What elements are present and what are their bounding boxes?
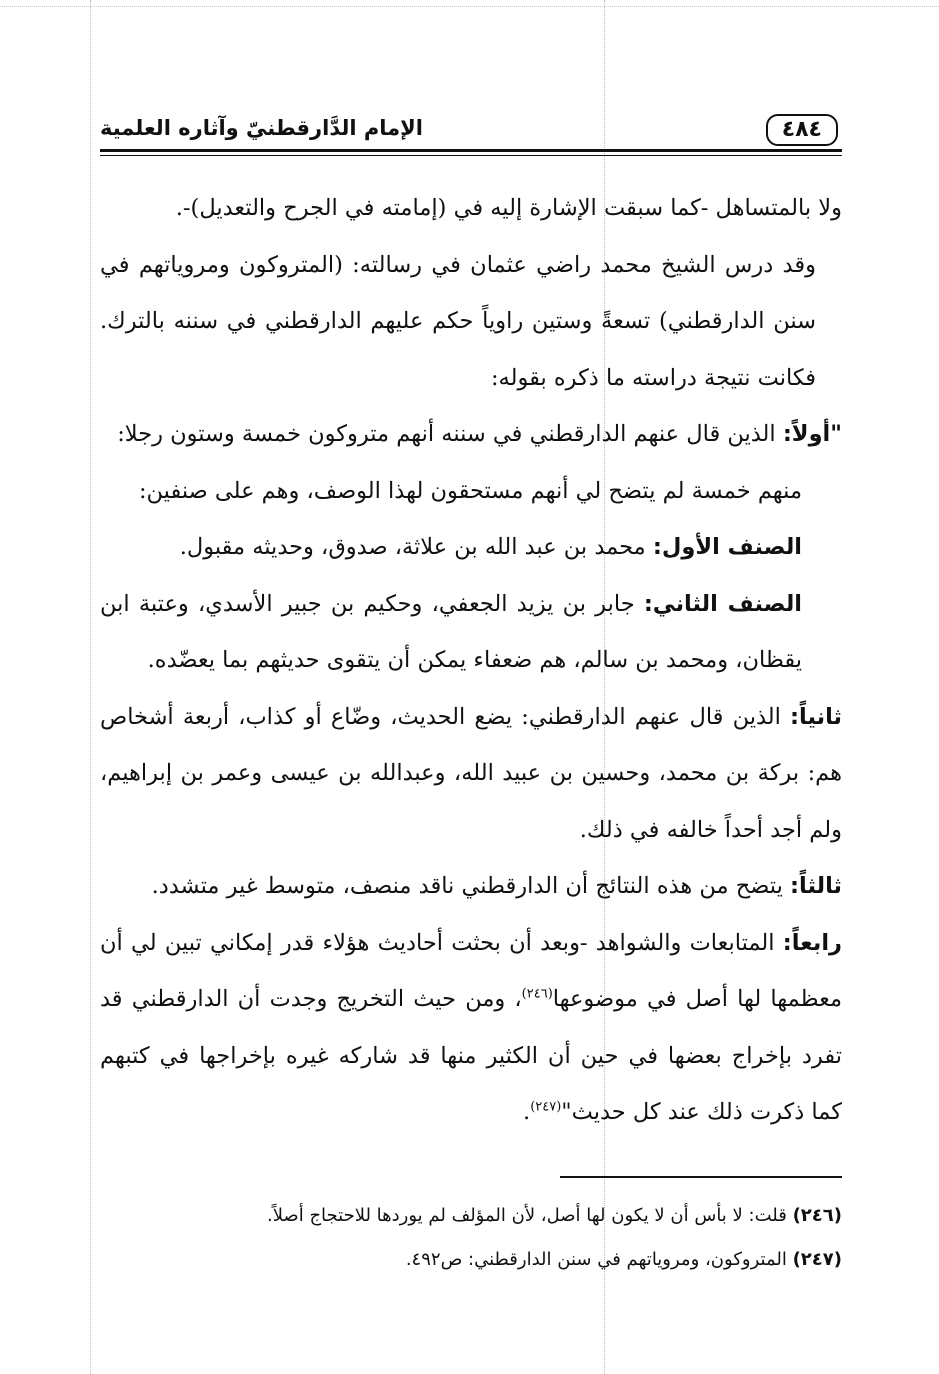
footnote-number: (٢٤٦) [792,1205,842,1226]
item-label: "أولاً: [782,421,842,447]
footnotes [100,1194,842,1282]
header-rule [100,149,842,152]
paragraph: ولا بالمتساهل -كما سبقت الإشارة إليه في (إمامته في الجرح والتعديل)-. [175,195,842,221]
item-text: محمد بن عبد الله بن علاثة، صدوق، وحديثه مقبول. [179,534,653,560]
footnote-number: (٢٤٧) [792,1249,842,1270]
paragraph [100,406,842,463]
page-number: ٤٨٤ [766,114,838,146]
item-label: رابعاً: [782,929,842,956]
scan-guide-line [90,0,91,1374]
footnote-text: المتروكون، ومروياتهم في سنن الدارقطني: ص٤٩٢. [405,1249,793,1270]
body-text [100,180,842,1141]
item-text: . [523,1099,531,1125]
item-text: الذين قال عنهم الدارقطني في سننه أنهم متروكون خمسة وستون رجلا: [117,421,783,447]
paragraph [100,689,842,859]
item-text: يتضح من هذه النتائج أن الدارقطني ناقد منصف، متوسط غير متشدد. [151,873,791,899]
item-text: الذين قال عنهم الدارقطني: يضع الحديث، وضّاع أو كذاب، أربعة أشخاص هم: بركة بن محمد، وحسين بن عبيد الله، وعبدالله بن عيسى وعمر بن إبراهيم، ولم أجد أحداً خالفه في ذلك. [100,703,842,843]
scan-guide-line [0,6,939,7]
item-text: جابر بن يزيد الجعفي، وحكيم بن جبير الأسدي، وعتبة ابن يقظان، ومحمد بن سالم، هم ضعفاء يمكن أن يتقوى حديثهم بما يعضّده. [100,590,802,673]
paragraph [100,915,842,1141]
paragraph [100,519,842,576]
paragraph [100,576,842,689]
footnote-separator [560,1176,842,1178]
item-label: ثالثاً: [790,873,842,899]
header-rule-thin [100,155,842,156]
paragraph: وقد درس الشيخ محمد راضي عثمان في رسالته: (المتروكون ومروياتهم في سنن الدارقطني) تسعةً وستين راوياً حكم عليهم الدارقطني في سننه بالترك. فكانت نتيجة دراسته ما ذكره بقوله: [100,251,816,391]
paragraph: منهم خمسة لم يتضح لي أنهم مستحقون لهذا الوصف، وهم على صنفين: [138,477,802,504]
item-label: ثانياً: [790,703,842,730]
footnote [100,1194,842,1238]
item-text: المتابعات والشواهد -وبعد أن بحثت أحاديث هؤلاء قدر إمكاني تبين لي أن معظمها لها أصل في موضوعها [100,929,842,1012]
running-title: الإمام الدَّارقطنيّ وآثاره العلمية [100,116,423,140]
item-label: الصنف الأول: [652,534,802,560]
item-label: الصنف الثاني: [643,590,802,617]
page-header [100,102,842,150]
footnote-ref: (٢٤٦) [521,986,553,1002]
item-text: ، ومن حيث التخريج وجدت أن الدارقطني قد تفرد بإخراج بعضها في حين أن الكثير منها قد شاركه غيره بإخراجها في كتبهم كما ذكرت ذلك عند كل حديث" [100,986,842,1125]
paragraph [100,858,842,915]
footnote-text: قلت: لا بأس أن لا يكون لها أصل، لأن المؤلف لم يوردها للاحتجاج أصلاً. [266,1205,793,1226]
footnote [100,1238,842,1282]
footnote-ref: (٢٤٧) [530,1099,562,1115]
